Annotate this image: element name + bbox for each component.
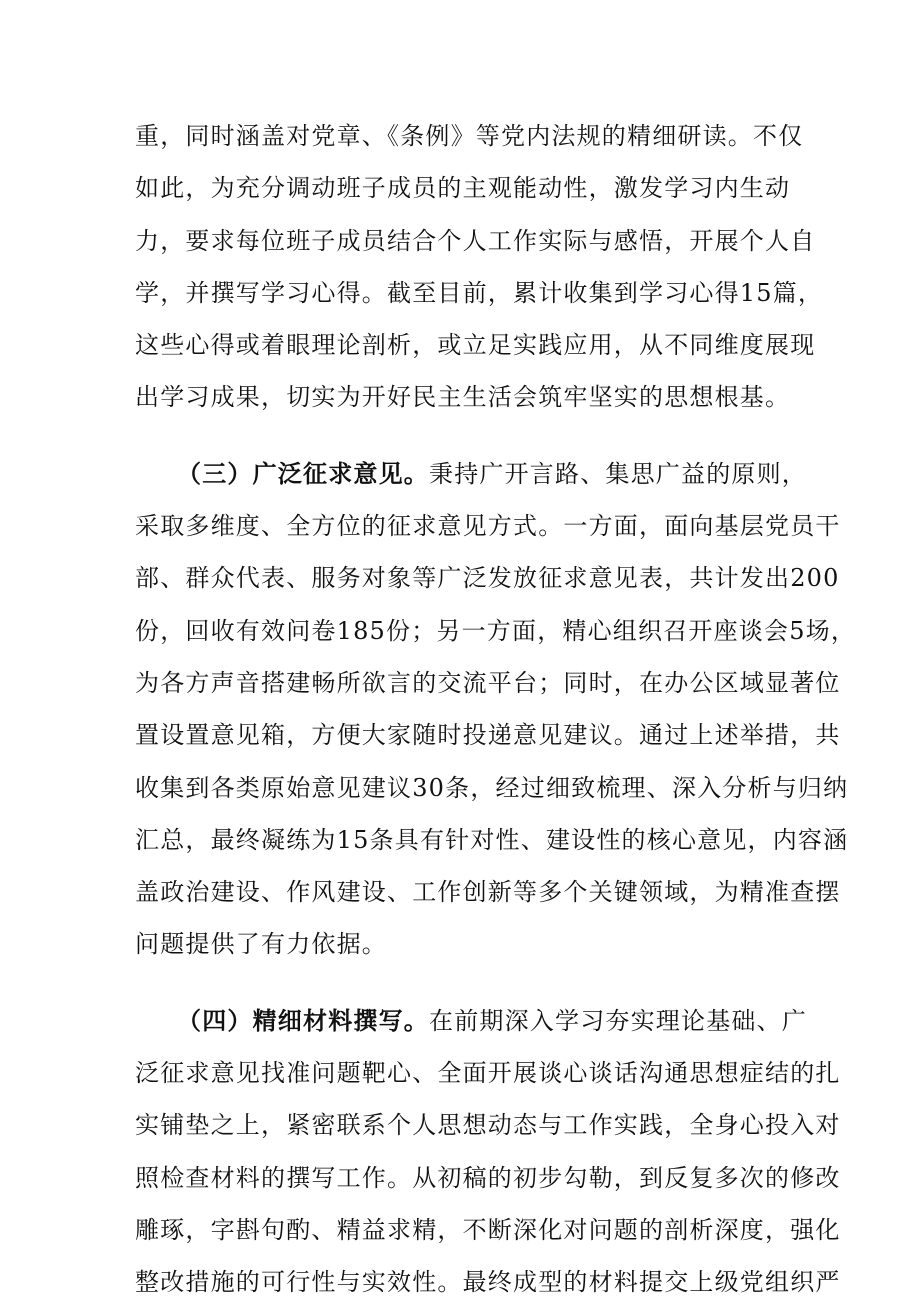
text-line: 汇总，最终凝练为15条具有针对性、建设性的核心意见，内容涵 xyxy=(135,825,849,854)
text-line xyxy=(135,448,807,500)
text-line: 如此，为充分调动班子成员的主观能动性，激发学习内生动 xyxy=(135,174,791,203)
text-line: 学，并撰写学习心得。截至目前，累计收集到学习心得15篇， xyxy=(135,278,824,307)
text-line: 收集到各类原始意见建议30条，经过细致梳理、深入分析与归纳 xyxy=(135,773,849,802)
text-line: 采取多维度、全方位的征求意见方式。一方面，面向基层党员干 xyxy=(135,512,841,541)
paragraph-gap xyxy=(135,971,775,995)
section-heading: （四）精细材料撰写。 xyxy=(177,1006,429,1035)
text-line: 问题提供了有力依据。 xyxy=(135,930,387,959)
paragraph-material-writing xyxy=(135,995,841,1309)
section-heading: （三）广泛征求意见。 xyxy=(177,459,429,488)
paragraph-gap xyxy=(135,424,775,448)
text-line: 部、群众代表、服务对象等广泛发放征求意见表，共计发出200 xyxy=(135,564,840,593)
text-line: 力，要求每位班子成员结合个人工作实际与感悟，开展个人自 xyxy=(135,226,816,255)
text-line: 份，回收有效问卷185份；另一方面，精心组织召开座谈会5场， xyxy=(135,616,857,645)
text-line: 出学习成果，切实为开好民主生活会筑牢坚实的思想根基。 xyxy=(135,383,791,412)
paragraph-solicit-opinions xyxy=(135,448,857,971)
document-body xyxy=(135,110,857,1309)
text-line: 实铺垫之上，紧密联系个人思想动态与工作实践，全身心投入对 xyxy=(135,1111,841,1140)
text-line: 整改措施的可行性与实效性。最终成型的材料提交上级党组织严 xyxy=(135,1268,841,1297)
text-line: 这些心得或着眼理论剖析，或立足实践应用，从不同维度展现 xyxy=(135,331,816,360)
text-line: 泛征求意见找准问题靶心、全面开展谈心谈话沟通思想症结的扎 xyxy=(135,1059,841,1088)
text-line: 雕琢，字斟句酌、精益求精，不断深化对问题的剖析深度，强化 xyxy=(135,1215,841,1244)
text-line: 盖政治建设、作风建设、工作创新等多个关键领域，为精准查摆 xyxy=(135,878,841,907)
text-line xyxy=(135,995,807,1047)
heading-continuation: 在前期深入学习夯实理论基础、广 xyxy=(429,1006,807,1035)
text-line: 照检查材料的撰写工作。从初稿的初步勾勒，到反复多次的修改 xyxy=(135,1163,841,1192)
paragraph-study-notes xyxy=(135,110,824,424)
text-line: 为各方声音搭建畅所欲言的交流平台；同时，在办公区域显著位 xyxy=(135,668,841,697)
heading-continuation: 秉持广开言路、集思广益的原则， xyxy=(429,459,807,488)
text-line: 置设置意见箱，方便大家随时投递意见建议。通过上述举措，共 xyxy=(135,721,841,750)
text-line: 重，同时涵盖对党章、《条例》等党内法规的精细研读。不仅 xyxy=(135,122,804,150)
